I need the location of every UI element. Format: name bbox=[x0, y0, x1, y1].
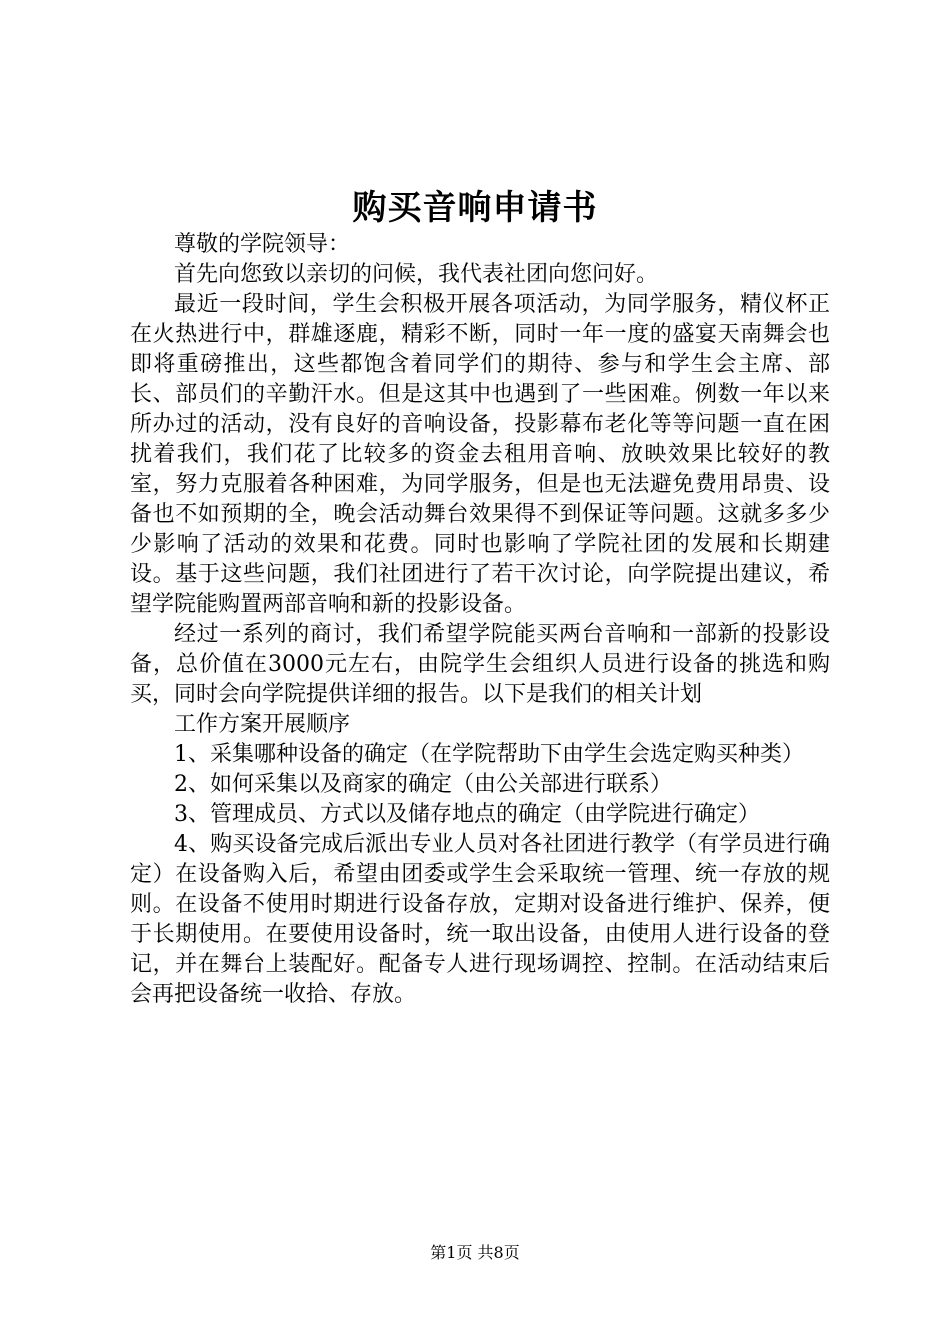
paragraph-proposal: 经过一系列的商讨，我们希望学院能买两台音响和一部新的投影设备，总价值在3000元左右，由院学生会组织人员进行设备的挑选和购买，同时会向学院提供详细的报告。以下是我们的相关计划 bbox=[130, 622, 830, 707]
page-number-footer: 第1页 共8页 bbox=[430, 1243, 520, 1262]
plan-item-3: 3、管理成员、方式以及储存地点的确定（由学院进行确定） bbox=[174, 802, 760, 827]
document-body bbox=[130, 230, 830, 1010]
salutation: 尊敬的学院领导： bbox=[174, 232, 351, 257]
paragraph-greeting: 首先向您致以亲切的问候，我代表社团向您问好。 bbox=[174, 262, 659, 287]
plan-item-4: 4、购买设备完成后派出专业人员对各社团进行教学（有学员进行确定）在设备购入后，希望由团委或学生会采取统一管理、统一存放的规则。在设备不使用时期进行设备存放，定期对设备进行维护、保养，便于长期使用。在要使用设备时，统一取出设备，由使用人进行设备的登记，并在舞台上装配好。配备专人进行现场调控、控制。在活动结束后会再把设备统一收拾、存放。 bbox=[130, 832, 830, 1007]
plan-item-2: 2、如何采集以及商家的确定（由公关部进行联系） bbox=[174, 772, 672, 797]
plan-heading: 工作方案开展顺序 bbox=[174, 712, 351, 737]
document-title: 购买音响申请书 bbox=[352, 188, 598, 228]
paragraph-background: 最近一段时间，学生会积极开展各项活动，为同学服务，精仪杯正在火热进行中，群雄逐鹿，精彩不断，同时一年一度的盛宴天南舞会也即将重磅推出，这些都饱含着同学们的期待、参与和学生会主席、部长、部员们的辛勤汗水。但是这其中也遇到了一些困难。例数一年以来所办过的活动，没有良好的音响设备，投影幕布老化等等问题一直在困扰着我们，我们花了比较多的资金去租用音响、放映效果比较好的教室，努力克服着各种困难，为同学服务，但是也无法避免费用昂贵、设备也不如预期的全，晚会活动舞台效果得不到保证等问题。这就多多少少影响了活动的效果和花费。同时也影响了学院社团的发展和长期建设。基于这些问题，我们社团进行了若干次讨论，向学院提出建议，希望学院能购置两部音响和新的投影设备。 bbox=[130, 292, 830, 617]
plan-item-1: 1、采集哪种设备的确定（在学院帮助下由学生会选定购买种类） bbox=[174, 742, 804, 767]
